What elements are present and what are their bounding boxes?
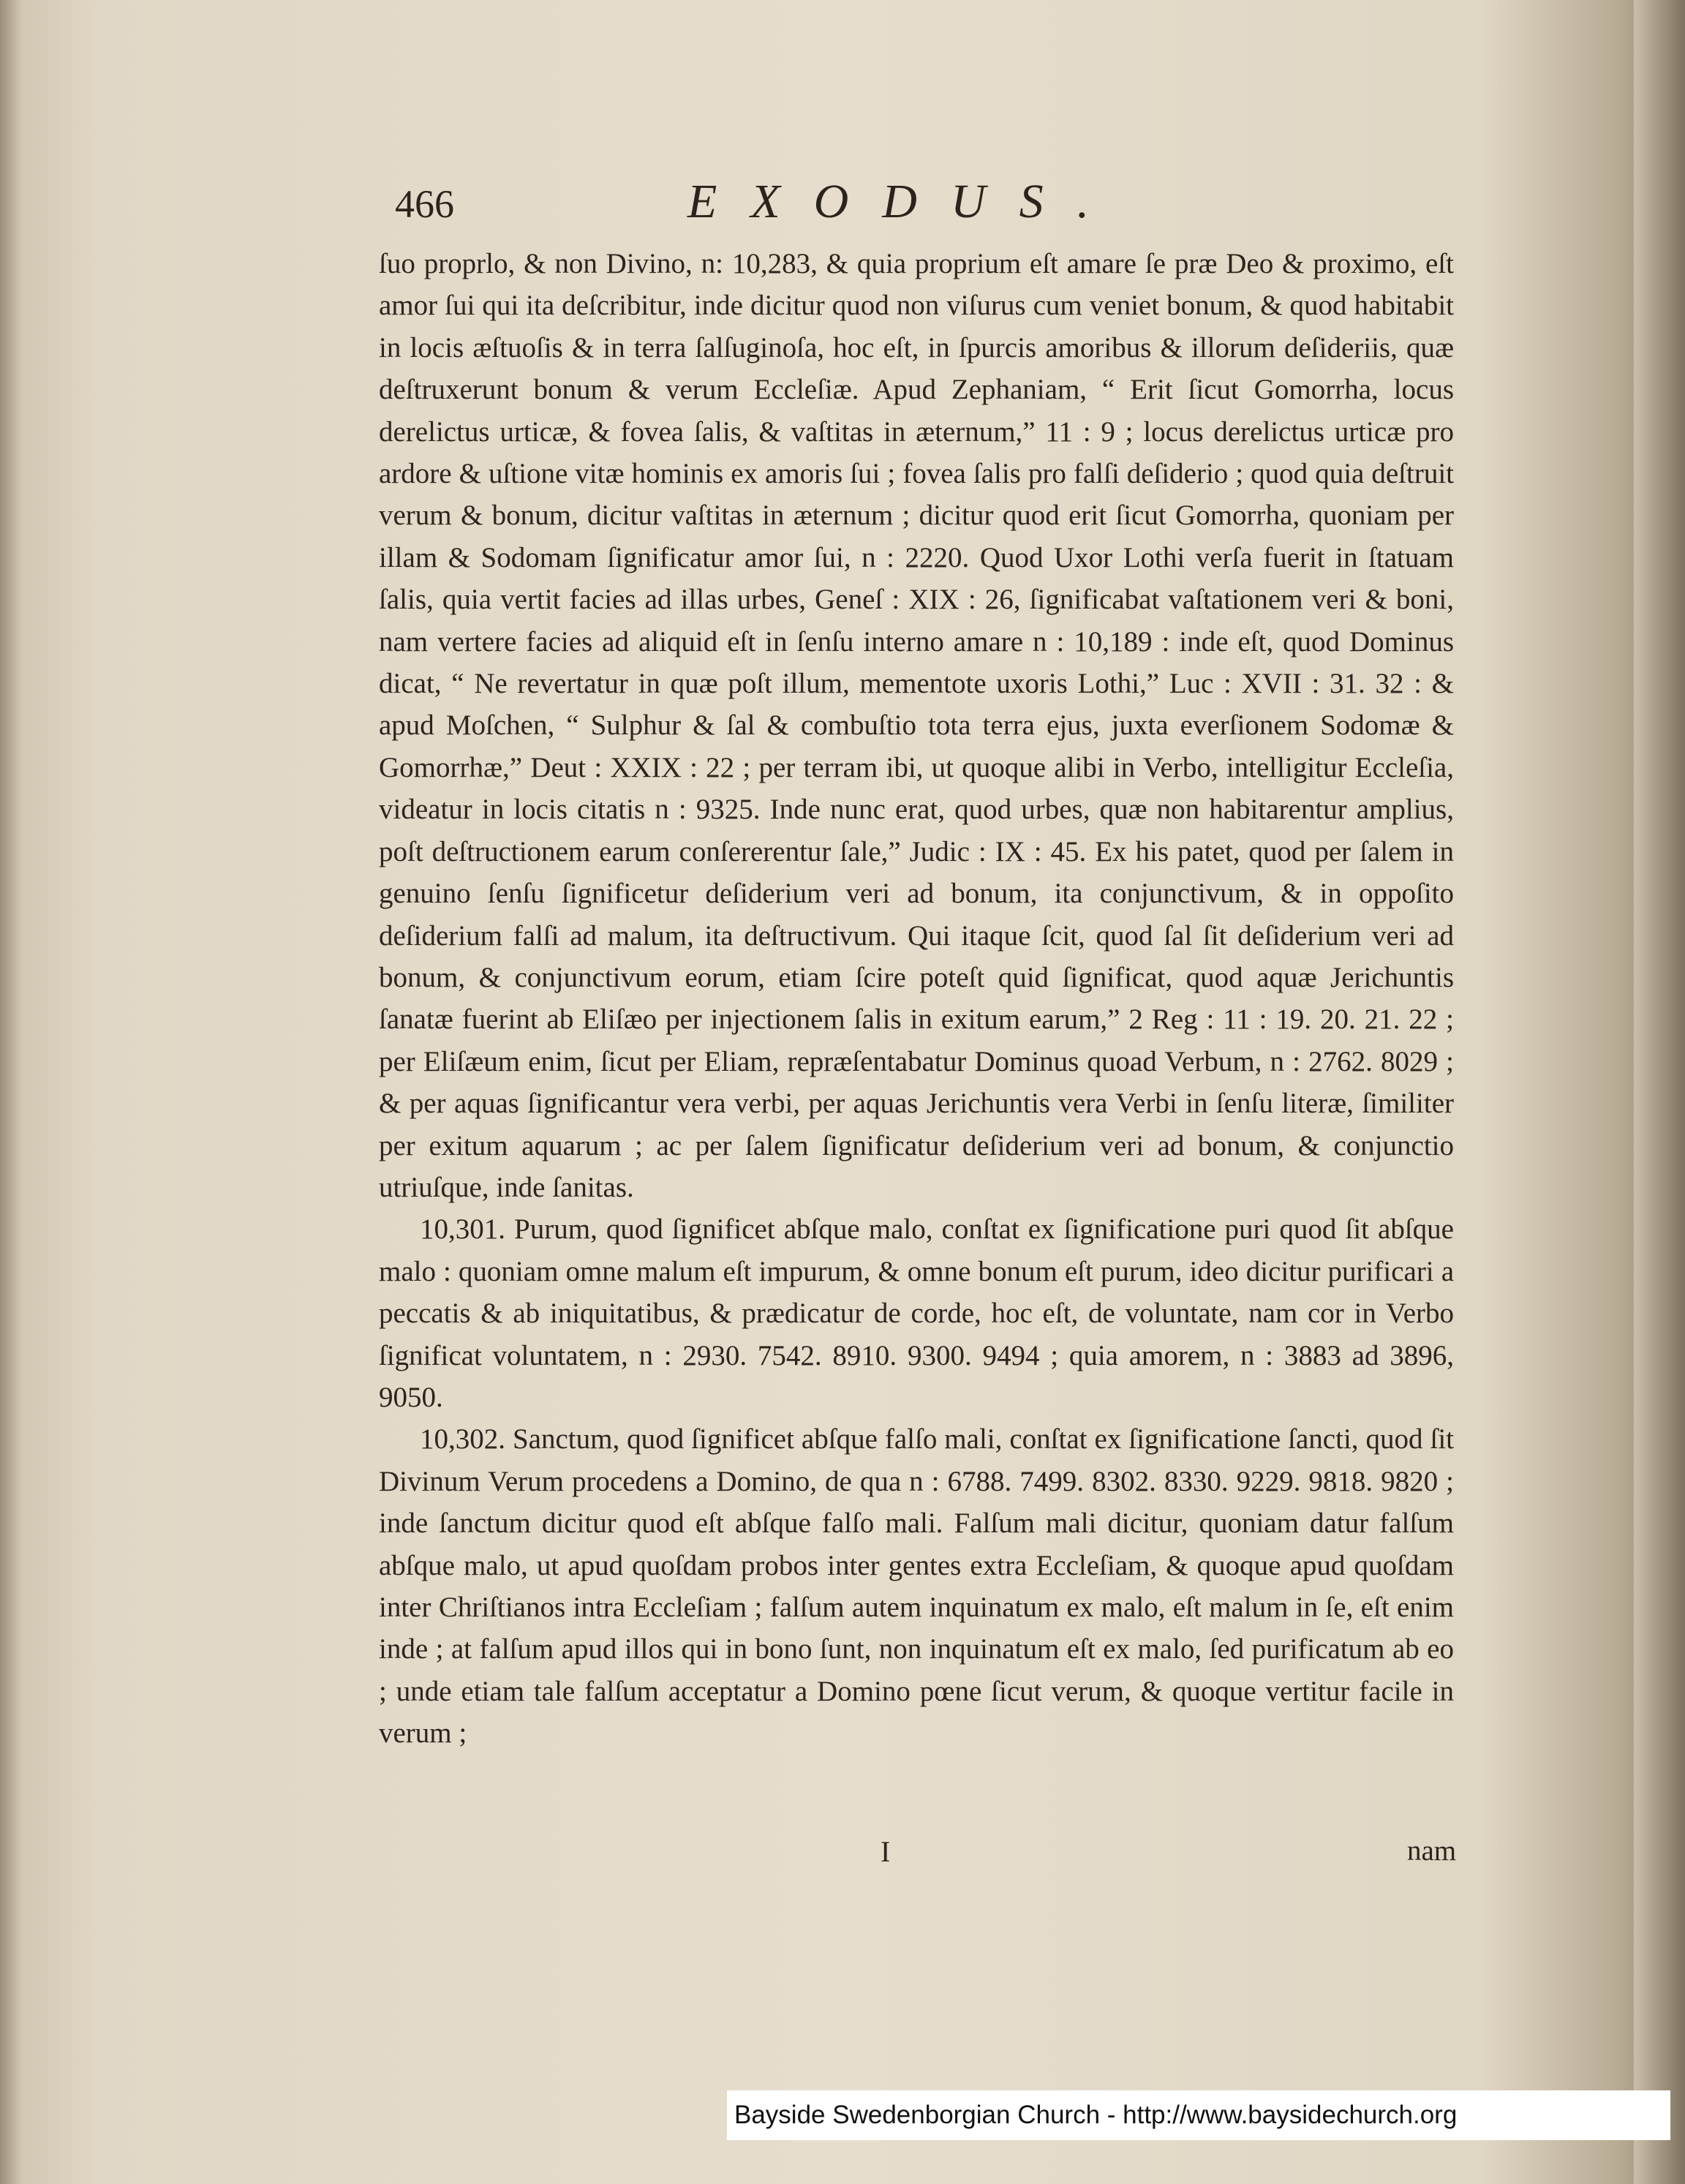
paragraph-10302: 10,302. Sanctum, quod ſignificet abſque falſo mali, conſtat ex ſignificatione ſancti, quod ſit Divinum Verum procedens a Domino, de qua n : 6788. 7499. 8302. 8330. 9229. 9818. 9820 ; inde ſanctum dicitur quod eſt abſque falſo mali. Falſum mali dicitur, quoniam datur falſum abſque malo, ut apud quoſdam probos inter gentes extra Eccleſiam, & quoque apud quoſdam inter Chriſtianos intra Eccleſiam ; falſum autem inquinatum ex malo, eſt malum in ſe, eſt enim inde ; at falſum apud illos qui in bono ſunt, non inquinatum eſt ex malo, ſed purificatum ab eo ; unde etiam tale falſum acceptatur a Domino pœne ſicut verum, & quoque vertitur facile in verum ; — [379, 1423, 1454, 1750]
page-number: 466 — [395, 182, 454, 226]
page-shadow-right — [1634, 0, 1685, 2184]
catchword: nam — [1407, 1835, 1457, 1867]
watermark-banner: Bayside Swedenborgian Church - http://www.baysidechurch.org — [727, 2090, 1670, 2140]
paragraph-10301: 10,301. Purum, quod ſignificet abſque malo, conſtat ex ſignificatione puri quod ſit abſque malo : quoniam omne malum eſt impurum, & omne bonum eſt purum, ideo dicitur purificari a peccatis & ab iniquitatibus, & prædicatur de corde, hoc eſt, de voluntate, nam cor in Verbo ſignificat voluntatem, n : 2930. 7542. 8910. 9300. 9494 ; quia amorem, n : 3883 ad 3896, 9050. — [379, 1213, 1454, 1413]
paragraph-continued: ſuo proprlo, & non Divino, n: 10,283, & quia proprium eſt amare ſe præ Deo & proximo, eſt amor ſui qui ita deſcribitur, inde dicitur quod non viſurus cum veniet bonum, & quod habitabit in locis æſtuoſis & in terra ſalſuginoſa, hoc eſt, in ſpurcis amoribus & illorum deſideriis, quæ deſtruxerunt bonum & verum Eccleſiæ. Apud Zephaniam, “ Erit ſicut Gomorrha, locus derelictus urticæ, & fovea ſalis, & vaſtitas in æternum,” 11 : 9 ; locus derelictus urticæ pro ardore & uſtione vitæ hominis ex amoris ſui ; fovea ſalis pro falſi deſiderio ; quod quia deſtruit verum & bonum, dicitur vaſtitas in æternum ; dicitur quod erit ſicut Gomorrha, quoniam per illam & Sodomam ſignificatur amor ſui, n : 2220. Quod Uxor Lothi verſa fuerit in ſtatuam ſalis, quia vertit facies ad illas urbes, Geneſ : XIX : 26, ſignificabat vaſtationem veri & boni, nam vertere facies ad aliquid eſt in ſenſu interno amare n : 10,189 : inde eſt, quod Dominus dicat, “ Ne revertatur in quæ poſt illum, mementote uxoris Lothi,” Luc : XVII : 31. 32 : & apud Moſchen, “ Sulphur & ſal & combuſtio tota terra ejus, juxta everſionem Sodomæ & Gomorrhæ,” Deut : XXIX : 22 ; per terram ibi, ut quoque alibi in Verbo, intelligitur Eccleſia, videatur in locis citatis n : 9325. Inde nunc erat, quod urbes, quæ non habitarentur amplius, poſt deſtructionem earum conſererentur ſale,” Judic : IX : 45. Ex his patet, quod per ſalem in genuino ſenſu ſignificetur deſiderium veri ad bonum, ita conjunctivum, & in oppoſito deſiderium falſi ad malum, ita deſtructivum. Qui itaque ſcit, quod ſal ſit deſiderium veri ad bonum, & conjunctivum eorum, etiam ſcire poteſt quid ſignificat, quod aquæ Jerichuntis ſanatæ fuerint ab Eliſæo per injectionem ſalis in exitum earum,” 2 Reg : 11 : 19. 20. 21. 22 ; per Eliſæum enim, ſicut per Eliam, repræſentabatur Dominus quoad Verbum, n : 2762. 8029 ; & per aquas ſignificantur vera verbi, per aquas Jerichuntis vera Verbi in ſenſu literæ, ſimiliter per exitum aquarum ; ac per ſalem ſignificatur deſiderium veri ad bonum, & conjunctio utriuſque, inde ſanitas. — [379, 248, 1454, 1203]
body-text — [379, 243, 1457, 1903]
page-header — [380, 174, 1455, 247]
page-shadow-left — [0, 0, 22, 2184]
signature-mark: I — [881, 1835, 891, 1868]
running-title: EXODUS. — [687, 175, 1123, 228]
